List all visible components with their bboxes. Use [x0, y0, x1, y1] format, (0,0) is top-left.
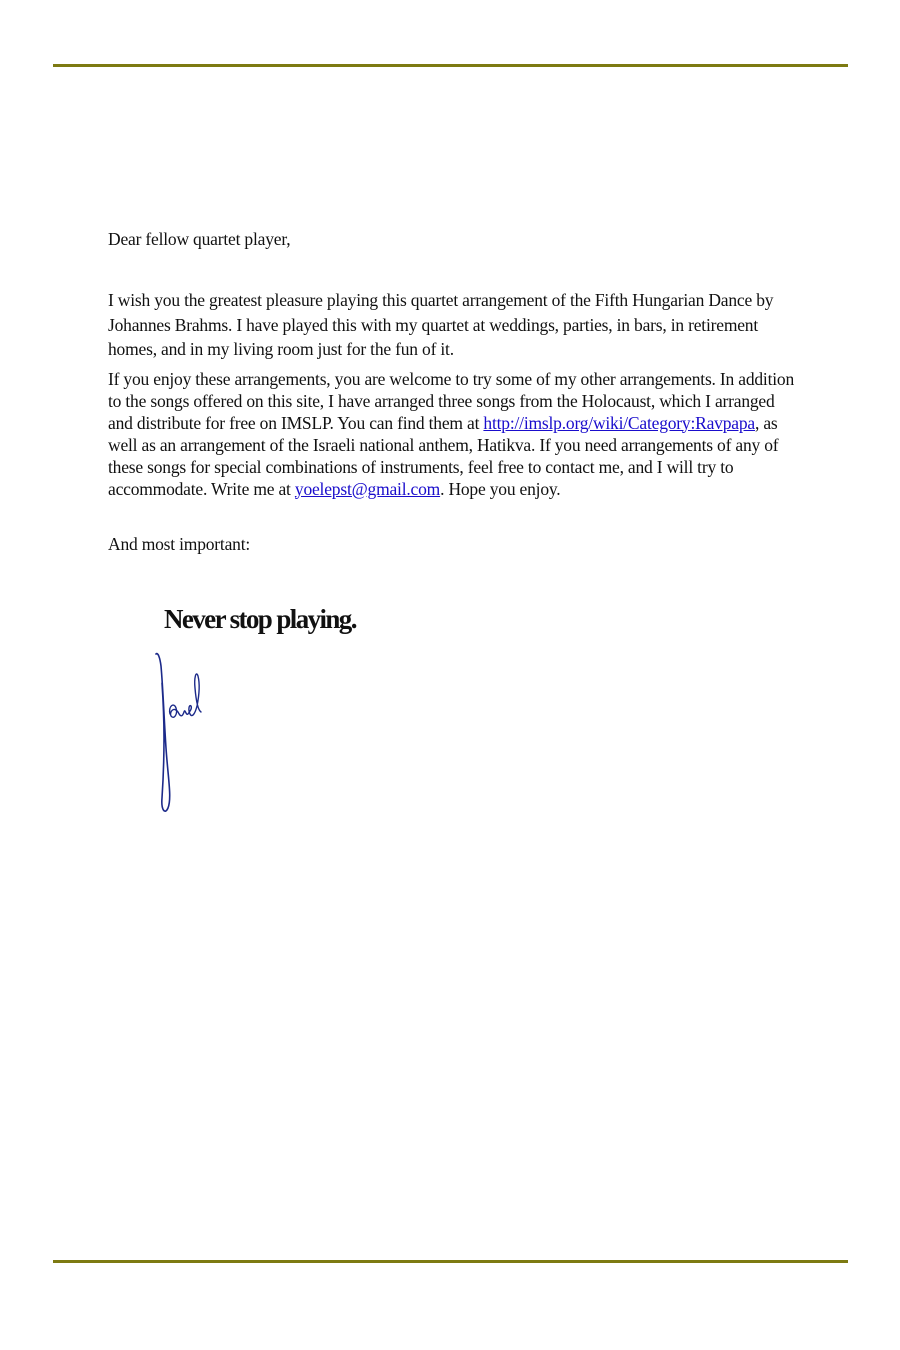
- signature-image: [148, 648, 218, 818]
- paragraph-arrangements: [108, 368, 798, 500]
- closing-intro: And most important:: [108, 533, 251, 554]
- imslp-link[interactable]: http://imslp.org/wiki/Category:Ravpapa: [483, 412, 755, 433]
- letter-body: [108, 228, 798, 555]
- top-divider: [53, 64, 848, 67]
- bottom-divider: [53, 1260, 848, 1263]
- paragraph-text-middle: , as well as an arrangement of the Israeli national anthem, Hatikva. If you need arrangements of any of these songs for special combinations of instruments, feel free to contact me, and I will try to accommodate. Write me at: [108, 412, 779, 499]
- motto-heading: Never stop playing.: [164, 604, 356, 634]
- paragraph-intro: I wish you the greatest pleasure playing this quartet arrangement of the Fifth Hungarian Dance by Johannes Brahms. I have played this with my quartet at weddings, parties, in bars, in retirement homes, and in my living room just for the fun of it.: [108, 290, 774, 359]
- paragraph-text-start: If you enjoy these arrangements, you are welcome to try some of my other arrangements. In addition to the songs offered on this site, I have arranged three songs from the Holocaust, which I arranged and distribute for free on IMSLP. You can find them at: [108, 368, 795, 433]
- paragraph-text-end: . Hope you enjoy.: [440, 478, 561, 499]
- email-link[interactable]: yoelepst@gmail.com: [294, 478, 441, 499]
- greeting: Dear fellow quartet player,: [108, 229, 291, 249]
